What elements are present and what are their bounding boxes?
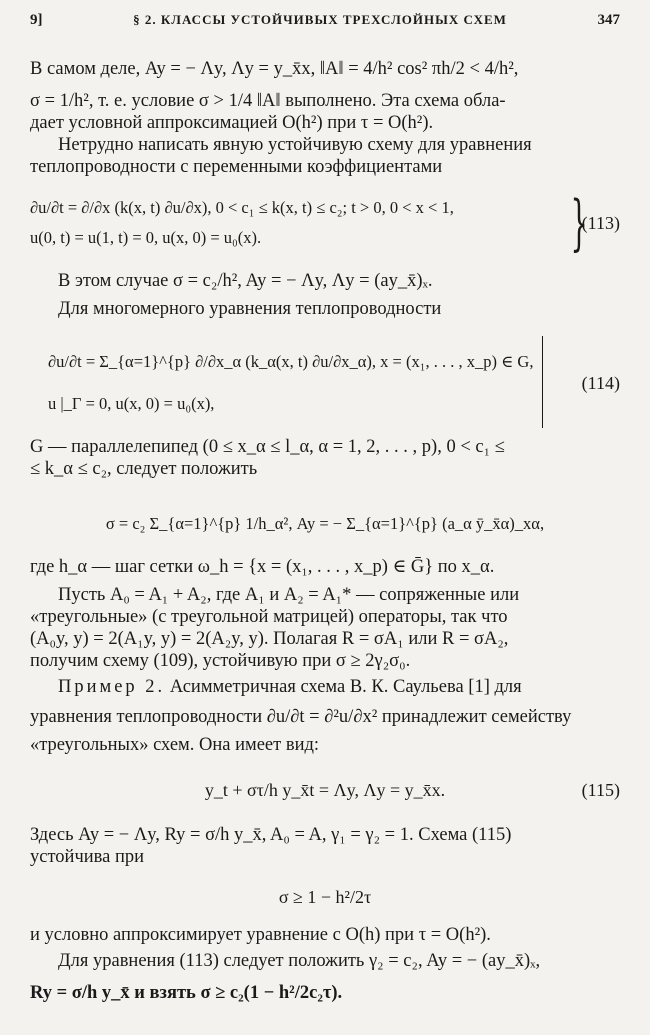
text-line: «треугольных» схем. Она имеет вид: xyxy=(30,735,320,755)
page-header xyxy=(30,12,620,38)
text-line: дает условной аппроксимацией O(h²) при τ = O(h²). xyxy=(30,113,434,133)
equation-line: u |_Γ = 0, u(x, 0) = u₀(x), xyxy=(48,394,215,413)
text-line: Нетрудно написать явную устойчивую схему для уравнения xyxy=(58,135,532,155)
equation-stability: σ ≥ 1 − h²/2τ xyxy=(278,886,372,907)
text-line: ≤ k_α ≤ c₂, следует положить xyxy=(30,459,258,479)
equation-115 xyxy=(30,772,620,808)
text-line: G — параллелепипед (0 ≤ x_α ≤ l_α, α = 1, 2, . . . , p), 0 < c₁ ≤ xyxy=(30,437,505,457)
equation-line: u(0, t) = u(1, t) = 0, u(x, 0) = u₀(x). xyxy=(30,228,262,247)
text-line xyxy=(30,676,620,698)
page-number: 347 xyxy=(597,12,620,28)
equation-sigma: σ = c₂ Σ_{α=1}^{p} 1/h_α², Ay = − Σ_{α=1}^{p} (a_α ȳ_x̄α)_xα, xyxy=(105,514,545,533)
running-title: § 2. КЛАССЫ УСТОЙЧИВЫХ ТРЕХСЛОЙНЫХ СХЕМ xyxy=(133,12,507,27)
equation-line: ∂u/∂t = Σ_{α=1}^{p} ∂/∂x_α (k_α(x, t) ∂u/∂x_α), x = (x₁, . . . , x_p) ∈ G, xyxy=(48,352,534,371)
text-line: устойчива при xyxy=(30,847,145,867)
equation-number: (114) xyxy=(581,372,620,393)
text-line: Для многомерного уравнения теплопроводности xyxy=(58,299,442,319)
equation-line: y_t + στ/h y_x̄t = Λy, Λy = y_x̄x. xyxy=(204,779,446,800)
text-line: Пусть A₀ = A₁ + A₂, где A₁ и A₂ = A₁* — сопряженные или xyxy=(58,585,520,605)
text-line: Ry = σ/h y_x̄ и взять σ ≥ c₂(1 − h²/2c₂τ). xyxy=(30,983,343,1003)
text-span: Асимметричная схема В. К. Саульева [1] для xyxy=(165,677,522,697)
text-line: В этом случае σ = c₂/h², Ay = − Λy, Λy = (ay_x̄)ₓ. xyxy=(58,271,433,291)
section-ref: 9] xyxy=(30,12,43,28)
equation-113 xyxy=(30,188,620,258)
text-line: где h_α — шаг сетки ω_h = {x = (x₁, . . . , x_p) ∈ Ḡ} по x_α. xyxy=(30,557,495,577)
text-line: Для уравнения (113) следует положить γ₂ = c₂, Ay = − (ay_x̄)ₓ, xyxy=(58,951,541,971)
text-line: «треугольные» (с треугольной матрицей) операторы, так что xyxy=(30,607,508,627)
text-line: теплопроводности с переменными коэффициентами xyxy=(30,157,443,177)
right-brace-icon: } xyxy=(570,188,588,258)
example-label: Пример 2. xyxy=(58,677,166,697)
equation-114 xyxy=(30,344,620,422)
text-line: Здесь Ay = − Λy, Ry = σ/h y_x̄, A₀ = A, γ₁ = γ₂ = 1. Схема (115) xyxy=(30,825,512,845)
text-line: σ = 1/h², т. е. условие σ > 1/4 ‖A‖ выполнено. Эта схема обла- xyxy=(30,91,506,111)
equation-number: (115) xyxy=(581,779,620,800)
text-line: В самом деле, Ay = − Λy, Λy = y_x̄x, ‖A‖ = 4/h² cos² πh/2 < 4/h², xyxy=(30,59,519,79)
equation-line: ∂u/∂t = ∂/∂x (k(x, t) ∂u/∂x), 0 < c₁ ≤ k(x, t) ≤ c₂; t > 0, 0 < x < 1, xyxy=(30,198,454,217)
equation-number: (113) xyxy=(581,212,620,233)
brace-line xyxy=(542,336,543,428)
text-line: получим схему (109), устойчивую при σ ≥ 2γ₂σ₀. xyxy=(30,651,411,671)
text-line: и условно аппроксимирует уравнение с O(h) при τ = O(h²). xyxy=(30,925,491,945)
text-line: уравнения теплопроводности ∂u/∂t = ∂²u/∂x² принадлежит семейству xyxy=(30,707,572,727)
text-line: (A₀y, y) = 2(A₁y, y) = 2(A₂y, y). Полагая R = σA₁ или R = σA₂, xyxy=(30,629,509,649)
